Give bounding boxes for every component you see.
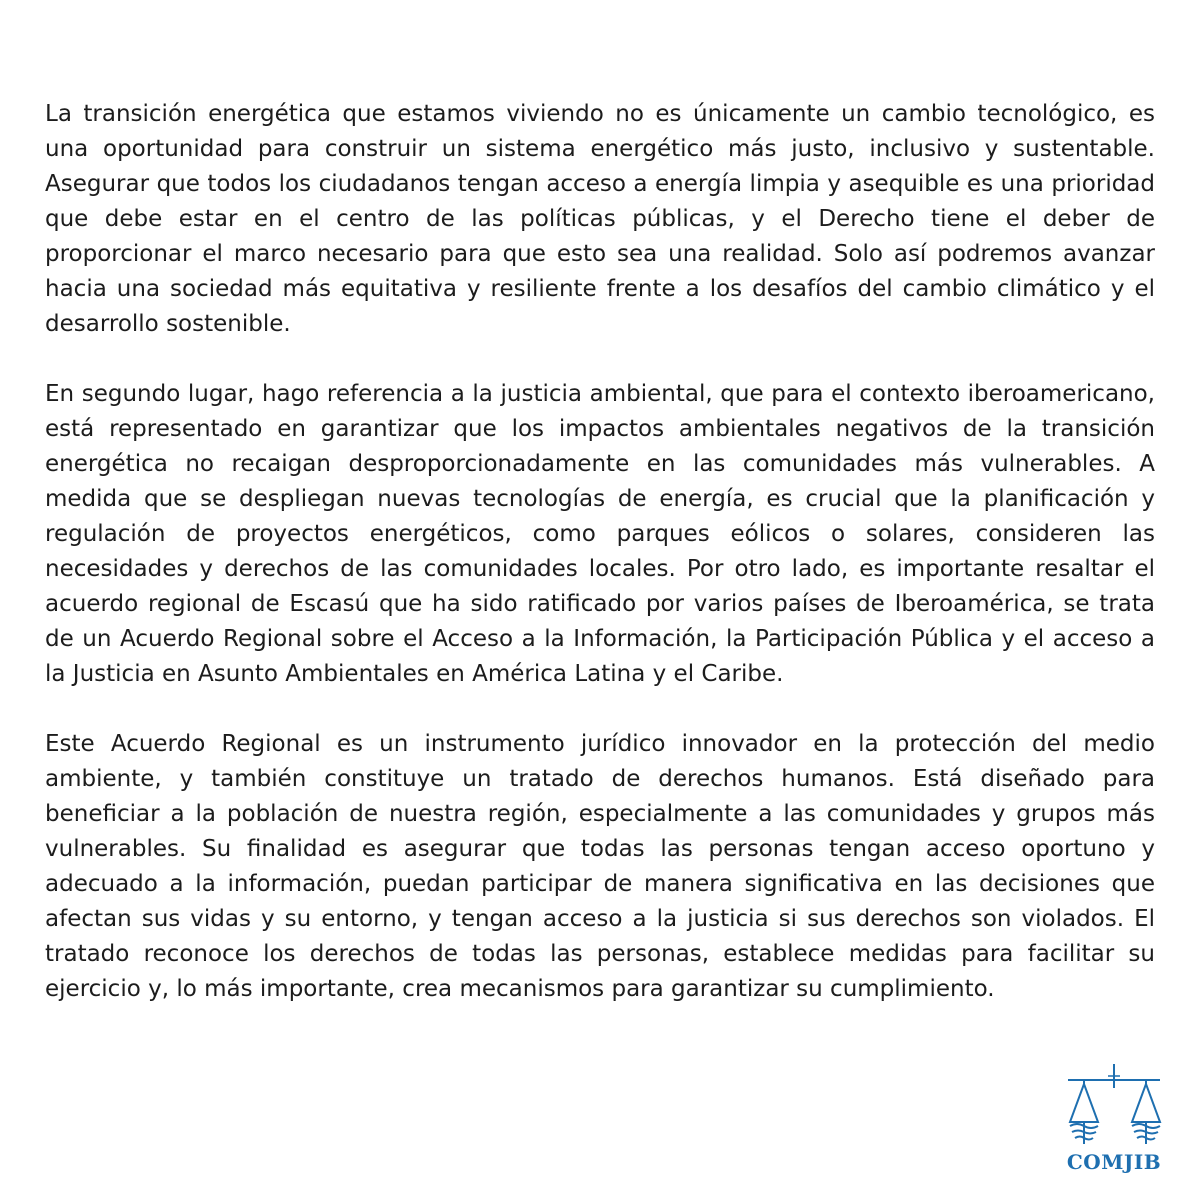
document-body (45, 97, 1155, 1042)
paragraph-regional-agreement: Este Acuerdo Regional es un instrumento jurídico innovador en la protección del medio ambiente, y también constituye un tratado de derechos humanos. Está diseñado para beneficiar a la población de nuestra región, especialmente a las comunidades y grupos más vulnerables. Su finalidad es asegurar que todas las personas tengan acceso oportuno y adecuado a la información, puedan participar de manera significativa en las decisiones que afectan sus vidas y su entorno, y tengan acceso a la justicia si sus derechos son violados. El tratado reconoce los derechos de todas las personas, establece medidas para facilitar su ejercicio y, lo más importante, crea mecanismos para garantizar su cumplimiento. (45, 731, 1155, 1002)
logo-text: COMJIB (1066, 1150, 1162, 1174)
paragraph-environmental-justice: En segundo lugar, hago referencia a la justicia ambiental, que para el contexto iberoamericano, está representado en garantizar que los impactos ambientales negativos de la transición energética no recaigan desproporcionadamente en las comunidades más vulnerables. A medida que se despliegan nuevas tecnologías de energía, es crucial que la planificación y regulación de proyectos energéticos, como parques eólicos o solares, consideren las necesidades y derechos de las comunidades locales. Por otro lado, es importante resaltar el acuerdo regional de Escasú que ha sido ratificado por varios países de Iberoamérica, se trata de un Acuerdo Regional sobre el Acceso a la Información, la Participación Pública y el acceso a la Justicia en Asunto Ambientales en América Latina y el Caribe. (45, 381, 1155, 687)
paragraph-energy-transition: La transición energética que estamos viviendo no es únicamente un cambio tecnológico, es una oportunidad para construir un sistema energético más justo, inclusivo y sustentable. Asegurar que todos los ciudadanos tengan acceso a energía limpia y asequible es una prioridad que debe estar en el centro de las políticas públicas, y el Derecho tiene el deber de proporcionar el marco necesario para que esto sea una realidad. Solo así podremos avanzar hacia una sociedad más equitativa y resiliente frente a los desafíos del cambio climático y el desarrollo sostenible. (45, 101, 1155, 337)
scales-of-justice-icon (1062, 1062, 1166, 1152)
comjib-logo (1062, 1062, 1166, 1180)
